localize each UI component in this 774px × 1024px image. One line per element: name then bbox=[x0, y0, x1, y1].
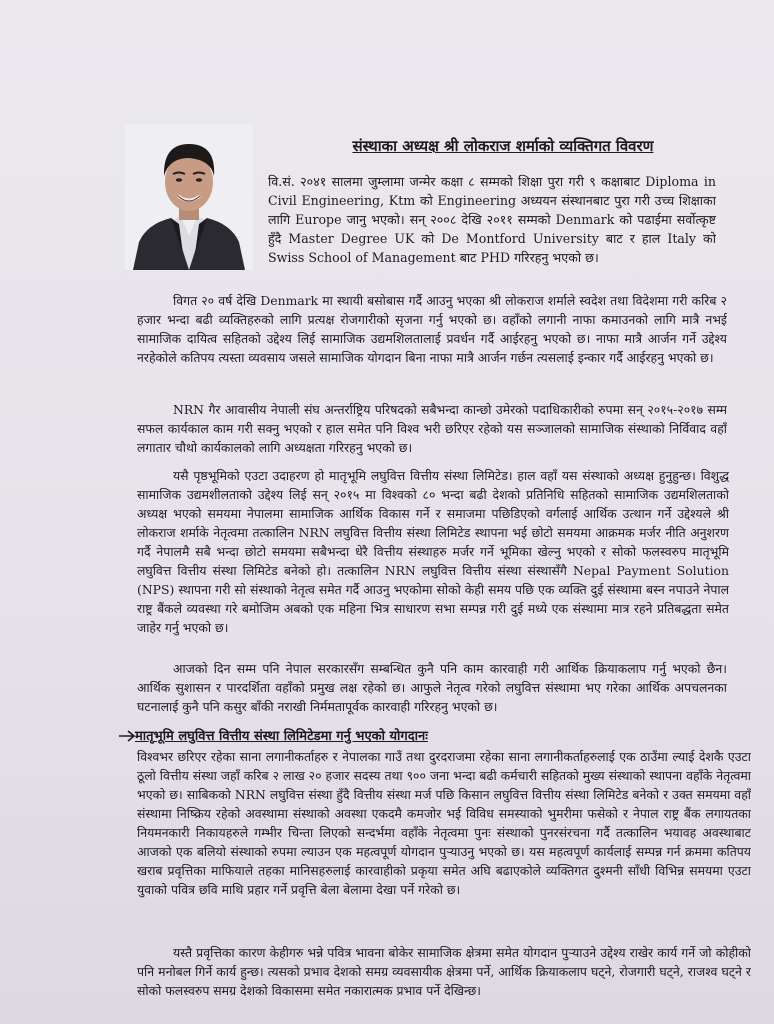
portrait-image bbox=[125, 124, 253, 270]
paragraph-impact: यस्तै प्रवृत्तिका कारण केहीगरु भन्ने पवित्र भावना बोकेर सामाजिक क्षेत्रमा समेत योगदान पुऱ्याउने उद्देश्य राखेर कार्य गर्ने जो कोहीको पनि मनोबल गिर्ने कार्य हुन्छ। त्यसको प्रभाव देशको समग्र व्यवसायीक क्षेत्रमा पर्ने, आर्थिक क्रियाकलाप घट्ने, रोजगारी घट्ने, राजश्व घट्ने र सोको फलस्वरुप समग्र देशको विकासमा समेत नकारात्मक प्रभाव पर्ने देखिन्छ। bbox=[137, 945, 751, 998]
paragraph-employment: विगत २० वर्ष देखि Denmark मा स्थायी बसोबास गर्दै आउनु भएका श्री लोकराज शर्माले स्वदेश तथा विदेशमा गरी करिब २ हजार भन्दा बढी व्यक्तिहरुको लागि प्रत्यक्ष रोजगारीको सृजना गर्नु भएको छ। वहाँको लगानी नाफा कमाउनको लागि मात्रै नभई सामाजिक दायित्व सहितको उद्देश्य लिई सामाजिक उद्यमशिलतालाई प्रवर्धन गर्दै आईरहनु भएको छ। नाफा मात्रै आर्जन गर्ने उद्देश्य नरहेकोले कतिपय त्यस्ता व्यवसाय जसले सामाजिक योगदान बिना नाफा मात्रै आर्जन गर्छन त्यसलाई इन्कार गर्दै आईरहनु भएको छ। bbox=[137, 293, 727, 365]
paragraph-governance: आजको दिन सम्म पनि नेपाल सरकारसँग सम्बन्धित कुनै पनि काम कारवाही गरी आर्थिक क्रियाकलाप गर्नु भएको छैन। आर्थिक सुशासन र पारदर्शिता वहाँको प्रमुख लक्ष रहेको छ। आफुले नेतृत्व गरेको लघुवित्त संस्थामा भए गरेका आर्थिक अपचलनका घटनालाई कुनै पनि कसुर बाँकी नराखी निर्ममतापूर्वक कारवाही गरिरहनु भएको छ। bbox=[137, 661, 727, 714]
paragraph-contribution: विश्वभर छरिएर रहेका साना लगानीकर्ताहरु र नेपालका गाउँ तथा दुरदराजमा रहेका साना लगानीकर्ताहरुलाई एक ठाउँमा ल्याई देशकै एउटा ठूलो वित्तीय संस्था जहाँ करिब २ लाख २० हजार सदस्य तथा ९०० जना भन्दा बढी कर्मचारी सहितको मुख्य संस्थाको स्थापना वहाँके नेतृत्वमा भएको छ। साबिकको NRN लघुवित्त संस्था हुँदै वित्तीय संस्था मर्ज पछि किसान लघुवित्त वित्तीय संस्था लिमिटेड बनेको र उक्त समयमा वहाँ संस्थामा निष्क्रिय रहेको अवस्थामा संस्थाको अवस्था एकदमै कमजोर भई विविध समस्याको भुमरीमा फसेको र नेपाल राष्ट्र बैंक लगायतका नियमनकारी निकायहरुले गम्भीर चिन्ता लिएको सन्दर्भमा वहाँके नेतृत्वमा पुनः संस्थाको पुनरसंरचना गर्दै तत्कालिन भयावह अवस्थाबाट आजको एक बलियो संस्थाको रुपमा ल्याउन एक महत्वपूर्ण योगदान पुऱ्याउनु भएको छ। यस महत्वपूर्ण कार्यलाई सम्पन्न गर्न क्रममा कतिपय खराब प्रवृत्तिका माफियाले तहका मानिसहरुलाई कारवाहीको प्रकृया समेत अघि बढाएकोले व्यक्तिगत दुश्मनी साँधी विभिन्न समयमा एउटा युवाको पवित्र छवि माथि प्रहार गर्ने प्रवृत्ति बेला बेलामा देखा पर्ने गरेको छ। bbox=[137, 749, 751, 897]
portrait-photo bbox=[125, 124, 253, 270]
paragraph-microfinance-background: यसै पृष्ठभूमिको एउटा उदाहरण हो मातृभूमि लघुवित्त वित्तीय संस्था लिमिटेड। हाल वहाँ यस संस्थाको अध्यक्ष हुनुहुन्छ। विशुद्ध सामाजिक उद्यमशीलताको उद्देश्य लिई सन् २०१५ मा विश्वको ८० भन्दा बढी देशको प्रतिनिधि सहितको सामाजिक उद्यमशिलताको अध्यक्ष भएको समयमा नेपालमा सामाजिक आर्थिक विकास गर्ने र समाजमा पछिडिएको वर्गलाई आर्थिक उत्थान गर्ने उद्देश्यले श्री लोकराज शर्माके नेतृत्वमा तत्कालिन NRN लघुवित्त वित्तीय संस्था लिमिटेड स्थापना भई छोटो समयमा आक्रमक मर्जर नीति अनुशरण गर्दै नेपालमै सबै भन्दा छोटो समयमा सबैभन्दा धेरै वित्तीय संस्थाहरु मर्जर गर्ने भूमिका खेल्नु भएको र सोको फलस्वरुप मातृभूमि लघुवित्त वित्तीय संस्था लिमिटेड बनेको हो। तत्कालिन NRN लघुवित्त वित्तीय संस्था संस्थासँगै Nepal Payment Solution (NPS) स्थापना गरी सो संस्थाको नेतृत्व समेत गर्दै आउनु भएकोमा सोको केही समय पछि एक व्यक्ति दुई संस्थामा बस्न नपाउने नेपाल राष्ट्र बैंकले व्यवस्था गरे बमोजिम अबको एक महिना भित्र साधारण सभा सम्पन्न गरी दुई मध्ये एक संस्थामा मात्र रहने प्रतिबद्धता समेत जाहेर गर्नु भएको छ। bbox=[137, 468, 729, 635]
document-title: संस्थाका अध्यक्ष श्री लोकराज शर्माको व्यक्तिगत विवरण bbox=[352, 137, 654, 155]
handwritten-arrow-icon bbox=[118, 730, 136, 742]
intro-paragraph: वि.सं. २०४१ सालमा जुम्लामा जन्मेर कक्षा ८ सम्मको शिक्षा पुरा गरी ९ कक्षाबाट Diploma in Civil Engineering, Ktm को Engineering अध्ययन संस्थानबाट पुरा गरी उच्च शिक्षाका लागि Europe जानु भएको। सन् २००८ देखि २०११ सम्मको Denmark को पढाईमा सर्वोत्कृष्ट हुँदै Master Degree UK को De Montford University बाट र हाल Italy को Swiss School of Management बाट PHD गरिरहनु भएको छ। bbox=[268, 174, 716, 265]
section-heading: मातृभूमि लघुवित्त वित्तीय संस्था लिमिटेडमा गर्नु भएको योगदानः bbox=[135, 729, 428, 744]
paragraph-nrn: NRN गैर आवासीय नेपाली संघ अन्तर्राष्ट्रिय परिषदको सबैभन्दा कान्छो उमेरको पदाधिकारीको रुपमा सन् २०१५-२०१७ सम्म सफल कार्यकाल काम गरी सक्नु भएको र हाल समेत पनि विश्व भरी छरिएर रहेको यस सञ्जालको सामाजिक संस्थाको निर्विवाद वहाँ लगातार चौथो कार्यकालको लागि अध्यक्षता गरिरहनु भएको छ। bbox=[137, 402, 727, 455]
